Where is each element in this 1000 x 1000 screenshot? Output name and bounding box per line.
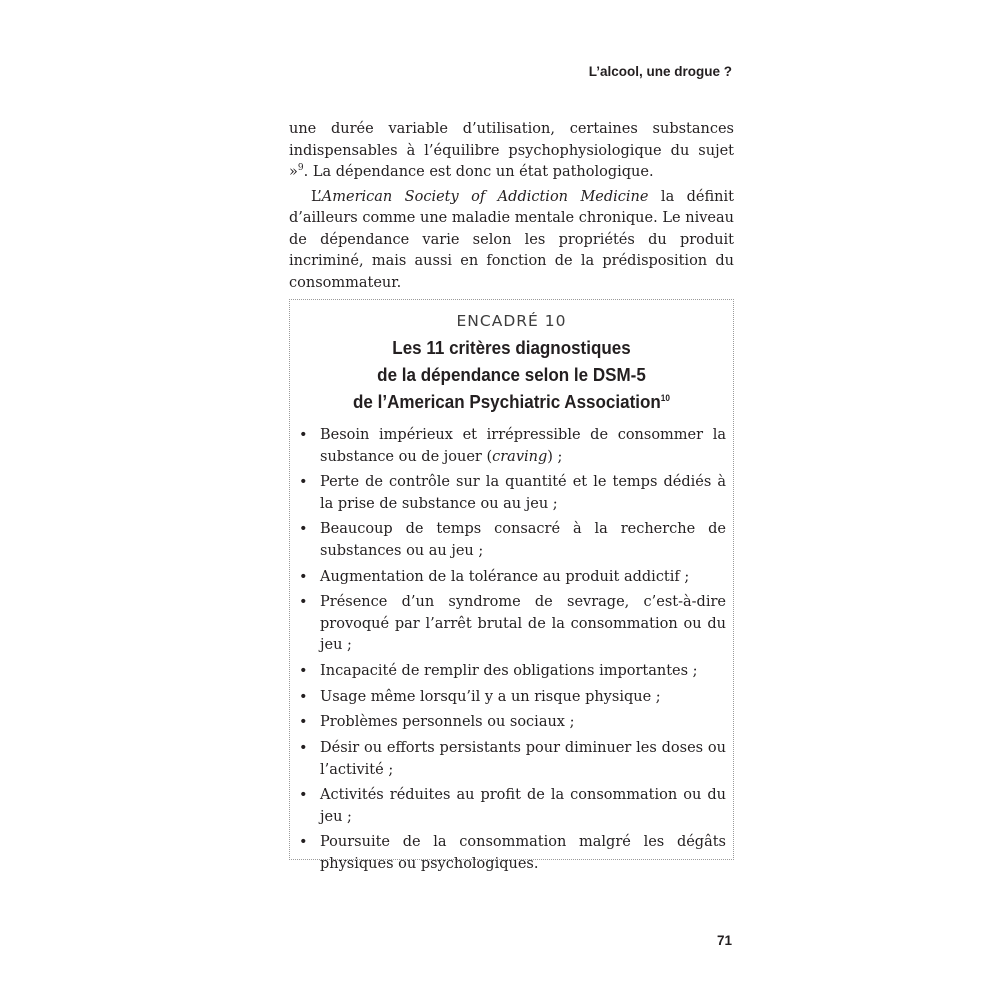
page-number: 71: [716, 933, 732, 948]
criterion-text: Poursuite de la consommation malgré les dégâts physiques ou psychologiques.: [320, 834, 726, 872]
bullet: •: [299, 714, 308, 731]
body-text: [289, 119, 734, 294]
criterion-text: Présence d’un syndrome de sevrage, c’est-à-dire provoqué par l’arrêt brutal de la consommation ou du jeu ;: [320, 594, 726, 654]
bullet: •: [299, 594, 308, 611]
criterion-text: Besoin impérieux et irrépressible de consommer la substance ou de jouer (: [320, 427, 726, 465]
list-item: [298, 738, 726, 781]
encadre-title-line-3-text: de l’American Psychiatric Association: [353, 391, 661, 412]
encadre-title-line-1: Les 11 critères diagnostiques: [392, 337, 631, 358]
footnote-ref-9: 9: [297, 163, 304, 174]
paragraph-1-text: une durée variable d’utilisation, certaines substances indispensables à l’équilibre psychophysiologique du sujet »: [289, 121, 734, 180]
criterion-text: Problèmes personnels ou sociaux ;: [320, 714, 575, 731]
bullet: •: [299, 834, 308, 851]
encadre-title-line-3: [307, 388, 716, 415]
list-item: [298, 661, 726, 683]
criteria-list: [298, 425, 726, 880]
criterion-text: Perte de contrôle sur la quantité et le temps dédiés à la prise de substance ou au jeu ;: [320, 474, 726, 512]
footnote-ref-10: 10: [660, 392, 670, 403]
list-item: [298, 519, 726, 562]
paragraph-1-end: . La dépendance est donc un état pathologique.: [303, 164, 654, 180]
bullet: •: [299, 521, 308, 538]
bullet: •: [299, 787, 308, 804]
criterion-text: Activités réduites au profit de la consommation ou du jeu ;: [320, 787, 726, 825]
encadre-label: ENCADRÉ 10: [456, 312, 567, 330]
bullet: •: [299, 740, 308, 756]
list-item: [298, 472, 726, 515]
encadre-title: [307, 334, 716, 415]
bullet: •: [299, 568, 308, 585]
criterion-text: Incapacité de remplir des obligations importantes ;: [320, 662, 698, 679]
list-item: [298, 712, 726, 734]
criterion-text: Désir ou efforts persistants pour diminuer les doses ou l’activité ;: [320, 740, 726, 778]
encadre-title-line-2: de la dépendance selon le DSM-5: [377, 364, 646, 385]
criterion-text: Usage même lorsqu’il y a un risque physique ;: [320, 688, 661, 705]
bullet: •: [299, 427, 308, 443]
paragraph-1: [289, 119, 734, 184]
list-item: [298, 592, 726, 657]
paragraph-2-start: L’: [311, 188, 322, 205]
bullet: •: [299, 662, 308, 679]
running-head-title: L’alcool, une drogue ?: [588, 64, 732, 79]
paragraph-2: [289, 187, 734, 295]
list-item: [298, 832, 726, 875]
paragraph-2-rest: la définit d’ailleurs comme une maladie mentale chronique. Le niveau de dépendance varie selon les propriétés du produit incriminé, mais aussi en fonction de la prédisposition du consommateur.: [289, 188, 734, 291]
list-item: [298, 425, 726, 468]
bullet: •: [299, 688, 308, 705]
criterion-end: ) ;: [547, 448, 563, 465]
craving-term: craving: [492, 448, 548, 465]
list-item: [298, 785, 726, 828]
asam-name: American Society of Addiction Medicine: [321, 188, 649, 205]
list-item: [298, 687, 726, 709]
bullet: •: [299, 474, 308, 491]
list-item: [298, 567, 726, 589]
criterion-text: Beaucoup de temps consacré à la recherche de substances ou au jeu ;: [320, 521, 726, 559]
criterion-text: Augmentation de la tolérance au produit addictif ;: [320, 568, 690, 585]
